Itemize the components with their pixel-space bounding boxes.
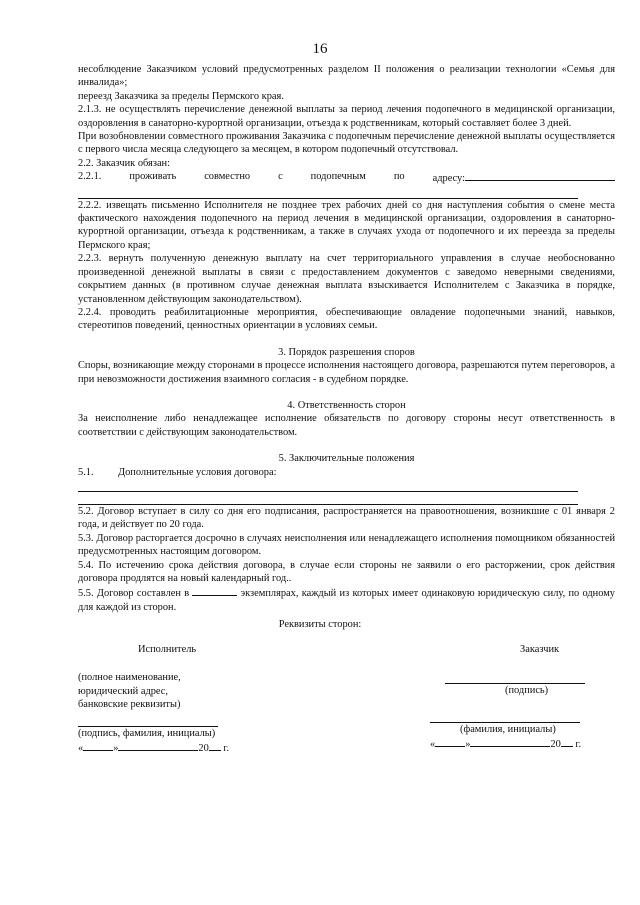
- paragraph: [78, 585, 615, 614]
- date-line: [430, 736, 600, 751]
- paragraph: 2.2. Заказчик обязан:: [78, 157, 170, 169]
- executor-detail: юридический адрес,: [78, 685, 169, 697]
- paragraph: 2.2.4. проводить реабилитационные мероприятия, обеспечивающие овладение подопечными знаний, навыков, стереотипов поведений, ценностных ориентации в условиях семьи.: [78, 306, 615, 332]
- year-suffix: г.: [575, 739, 582, 751]
- executor-block: [78, 643, 238, 755]
- section-heading: 5. Заключительные положения: [278, 453, 415, 465]
- paragraph: 5.2. Договор вступает в силу со дня его подписания, распространяется на правоотношения, возникшие с 01 января 2 года, и действует по 20 года.: [78, 505, 615, 531]
- paragraph: За неисполнение либо ненадлежащее исполнение обязательств по договору стороны несут ответственность в соответствии с действующим законодательством.: [78, 413, 615, 438]
- paragraph: 5.4. По истечению срока действия договора, в случае если стороны не заявили о его расторжении, срок действия договора продлятся на новый календарный год..: [78, 559, 615, 584]
- paragraph: 2.1.3. не осуществлять перечисление денежной выплаты за период лечения подопечного в медицинской организации, оздоровления в санаторно-курортной организации, отъезда к родственникам, который составляет более 3 дней.: [78, 104, 615, 129]
- year-prefix: 20: [550, 739, 561, 751]
- document-body: [78, 63, 615, 614]
- signature-caption: (подпись, фамилия, инициалы): [78, 727, 216, 739]
- executor-title: Исполнитель: [138, 644, 197, 655]
- paragraph: Споры, возникающие между сторонами в процессе исполнения настоящего договора, разрешаются путем переговоров, а при невозможности достижения взаимного согласия - в судебном порядке.: [78, 360, 615, 385]
- day-blank: [435, 736, 465, 747]
- paragraph: 2.2.3. вернуть полученную денежную выплату на счет территориального управления в случае необоснованно произведенной денежной выплаты в связи с предоставлением документов с заведомо неверными сведениями, сокрытием данных (в противном случае денежная выплата взыскивается Исполнителем с Заказчика в порядке, установленном действующим законодательством).: [78, 253, 615, 305]
- quote: »: [465, 739, 471, 751]
- copies-blank: [192, 585, 237, 596]
- address-line: [78, 170, 615, 185]
- month-blank: [118, 740, 198, 751]
- paragraph: 2.2.2. извещать письменно Исполнителя не позднее трех рабочих дней со дня наступления события о смене места фактического нахождения подопечного на период лечения в медицинской организации, оздоровления в санаторно-курортной организации, отъезда к родственникам, а также в случаях ухода от подопечного и их переезда за пределы Пермского края;: [78, 199, 615, 251]
- blank-line: [78, 479, 578, 492]
- clause-5-1: [78, 466, 615, 479]
- word: проживать: [129, 171, 177, 183]
- clause-text: экземплярах, каждый из которых имеет одинаковую юридическую силу, по одному для каждой из сторон.: [78, 588, 615, 613]
- quote: »: [113, 743, 119, 755]
- name-line: [430, 712, 580, 723]
- address-blank: [465, 170, 615, 181]
- quote: «: [430, 739, 436, 751]
- word: подопечным: [310, 171, 366, 183]
- quote: «: [78, 743, 84, 755]
- executor-detail: банковские реквизиты): [78, 699, 181, 711]
- paragraph: 5.3. Договор расторгается досрочно в случаях неисполнения или ненадлежащего исполнения помощником обязанностей предусмотренных настоящим договором.: [78, 532, 615, 558]
- word: с: [278, 171, 283, 183]
- word: адресу:: [432, 173, 465, 185]
- requisites-title: Реквизиты сторон:: [278, 619, 362, 630]
- clause-text: 5.5. Договор составлен в: [78, 588, 190, 600]
- signature-line: [445, 673, 585, 684]
- clause-text: Дополнительные условия договора:: [118, 466, 277, 478]
- paragraph: несоблюдение Заказчиком условий предусмотренных разделом II положения о реализации технологии «Семья для инвалида»;: [78, 64, 615, 89]
- name-caption: (фамилия, инициалы): [460, 723, 556, 735]
- section-heading: 3. Порядок разрешения споров: [278, 346, 415, 358]
- year-prefix: 20: [198, 743, 209, 755]
- paragraph: При возобновлении совместного проживания Заказчика с подопечным перечисление денежной выплаты осуществляется с первого числа месяца следующего за месяцем, в котором подопечный отсутствовал.: [78, 131, 615, 156]
- customer-title: Заказчик: [520, 644, 560, 655]
- year-suffix: г.: [223, 743, 230, 755]
- executor-detail: (полное наименование,: [78, 672, 181, 684]
- address-blank-2: [78, 186, 578, 199]
- customer-block: [430, 643, 600, 752]
- paragraph: переезд Заказчика за пределы Пермского края.: [78, 90, 284, 102]
- signature-line: [78, 716, 218, 727]
- month-blank: [470, 736, 550, 747]
- year-blank: [209, 740, 221, 751]
- page-number: 16: [312, 41, 328, 57]
- date-line: [78, 740, 238, 755]
- year-blank: [561, 736, 573, 747]
- clause-number: 5.1.: [78, 466, 94, 478]
- signature-caption: (подпись): [505, 685, 549, 697]
- section-heading: 4. Ответственность сторон: [287, 399, 406, 411]
- day-blank: [83, 740, 113, 751]
- blank-line: [78, 492, 578, 505]
- word: 2.2.1.: [78, 171, 102, 183]
- word: совместно: [204, 171, 251, 183]
- word: по: [393, 171, 405, 183]
